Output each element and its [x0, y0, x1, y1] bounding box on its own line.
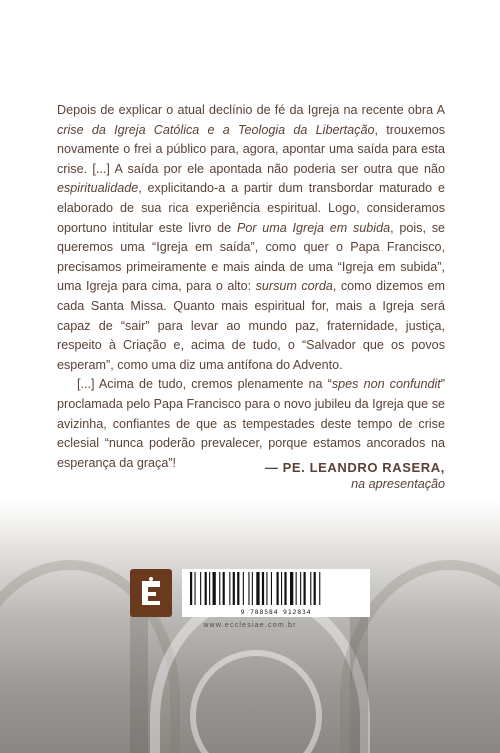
text-span: , como dizemos em cada Santa Missa. Quanto mais espiritual for, mais a Igreja será capaz de “sair” para levar ao mundo paz, fraternidade, justiça, respeito à Criação e, acima de tudo, o “Salvador que os povos esperam”, como uma diz uma antífona do Advento. [57, 279, 445, 372]
text-span: , pois, se queremos uma “Igreja em saída”, como quer o Papa Francisco, precisamos primeiramente e mais ainda de uma “Igreja em subida”, uma Igreja para cima, para o alto: [57, 220, 446, 294]
signature-name: — PE. LEANDRO RASERA, [264, 460, 445, 475]
text-span: ” proclamada pelo Papa Francisco para o novo jubileu da Igreja que se avizinha, confiantes de que as tempestades deste tempo de crise eclesial “nunca poderão prevalecer, porque estamos ancorados na esperança da graça”! [57, 377, 445, 470]
publisher-block [130, 569, 370, 617]
paragraph-2 [57, 375, 445, 473]
text-span: , trouxemos novamente o frei a público para, agora, apontar uma saída para esta crise. [...] A saída por ele apontada não poderia ser outra que não [57, 122, 445, 176]
italic-term: espiritualidade [57, 181, 139, 196]
text-span: , explicitando-a a partir dum transbordar maturado e elaborado de sua rica experiência espiritual. Logo, consideramos oportuno intitular este livro de [57, 181, 445, 235]
ecclesiae-logo-icon [130, 569, 172, 617]
latin-phrase-italic: spes non confundit [331, 377, 441, 392]
paragraph-1 [57, 101, 445, 375]
book-title-italic: crise da Igreja Católica e a Teologia da Libertação [57, 122, 375, 137]
isbn-digits: 9 788584 912834 [240, 608, 312, 616]
signature-role: na apresentação [351, 477, 445, 491]
text-span: Depois de explicar o atual declínio de fé da Igreja na recente obra A [57, 103, 445, 117]
blurb-text [57, 101, 445, 473]
signature [57, 460, 445, 491]
latin-phrase-italic: sursum corda [255, 279, 333, 294]
text-span: [...] Acima de tudo, cremos plenamente na “ [77, 377, 332, 392]
publisher-url[interactable]: www.ecclesiae.com.br [203, 622, 297, 629]
barcode-icon [182, 569, 370, 617]
book-title-italic: Por uma Igreja em subida [236, 220, 391, 235]
